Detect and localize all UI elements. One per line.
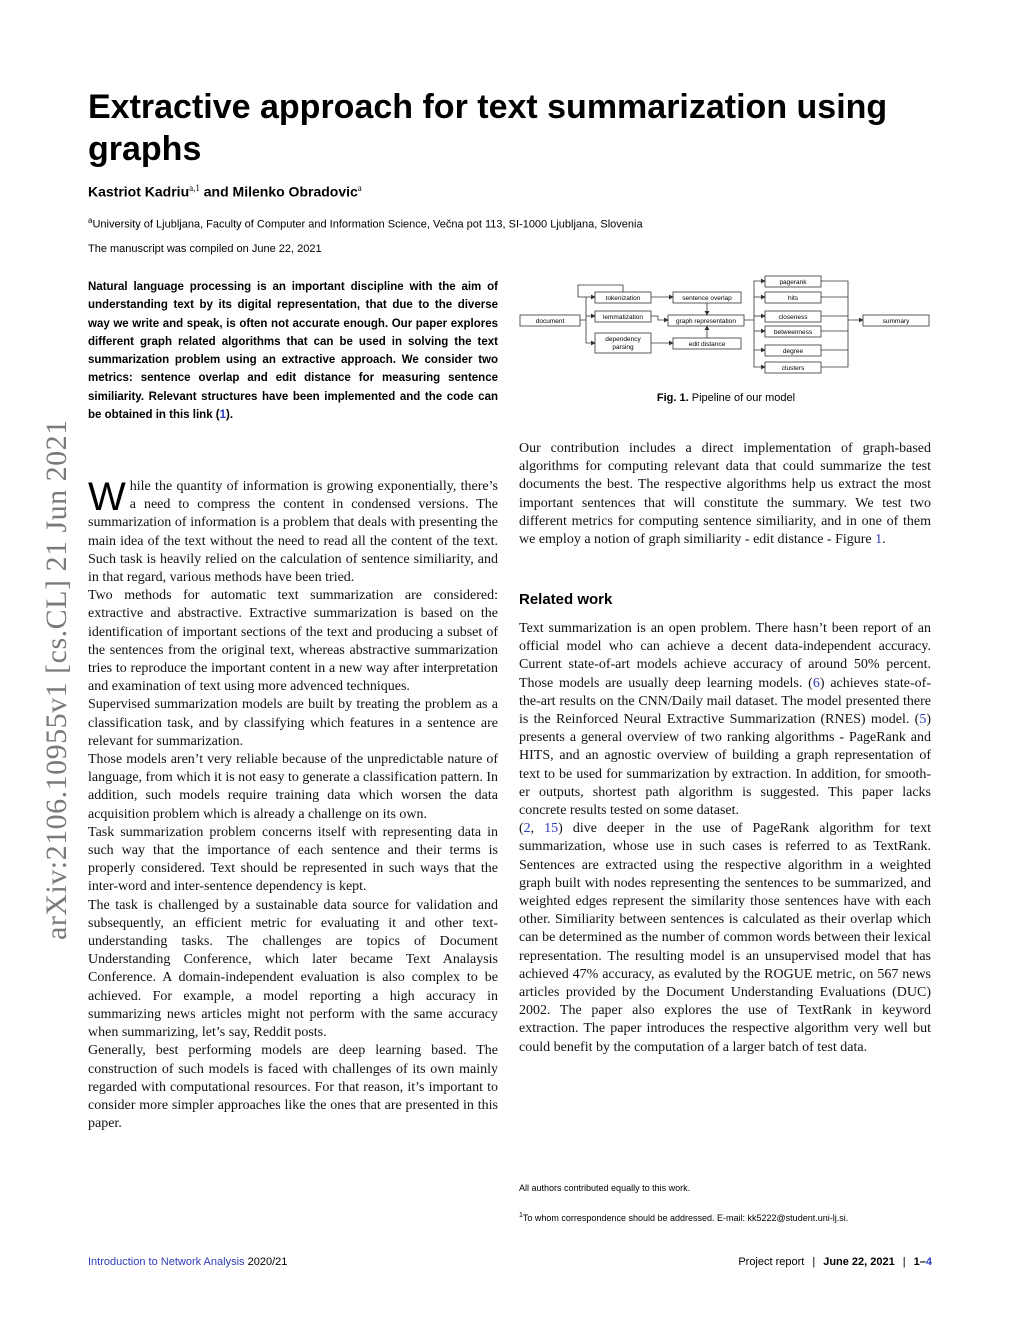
affiliation-mark: a: [88, 216, 93, 225]
footer-date: June 22, 2021: [823, 1256, 895, 1268]
footer-course: [88, 1256, 287, 1268]
body-paragraph: Supervised summarization models are built by treating the problem as a classification task, and by classifying which features in a sentence are relevant for summarization.: [88, 697, 498, 749]
figure-ref-link[interactable]: 1: [875, 532, 883, 548]
page-title: Extractive approach for text summarization using graphs: [88, 88, 888, 168]
paragraph-text: Our contribution includes a direct implementation of graph-based algorithms for computing relevant data that could summarize the test documents the best. The respective algorithms help us extract the most important sentences that will constitute the summary. We test two different metrics for computing sentence similiarity, and in one of them we employ a notion of graph similiarity - edit distance - Figure: [519, 441, 931, 548]
node-label: tokenization: [605, 295, 641, 302]
author-affil-mark: a,1: [189, 183, 200, 193]
affiliation: [88, 216, 643, 231]
footnote-correspondence: [519, 1212, 848, 1223]
paragraph-text: (: [519, 821, 524, 837]
paragraph-text: ) presents a general overview of two ranking algorithms - PageRank and HITS, and an agnostic overview of building a graph representation of text to be used for summarization by extraction. In addition, for smooth-er outputs, shortest path algorithm is suggested. This paper lacks concrete results tested on some dataset.: [519, 712, 931, 819]
node-label: sentence overlap: [682, 295, 732, 302]
author-name: Kastriot Kadriu: [88, 183, 190, 200]
edge: [744, 281, 765, 320]
body-paragraph: The task is challenged by a sustainable data source for validation and subsequently, an efficient metric for evaluating it and other text-understanding tasks. The challenges are topics of Document Understanding Conference, which later became Text Analaysis Conference. A domain-independent evaluation is also complex to be achieved. For example, a model reporting a high accuracy in summarizing news articles might not perform with the same accuracy when summarizing, let’s say, Reddit posts.: [88, 897, 498, 1041]
author-affil-mark: a: [357, 183, 362, 193]
node-label: hits: [787, 295, 799, 302]
abstract-text: Natural language processing is an important discipline with the aim of understanding text by its digital representation, that due to the diverse way we write and speak, is often not accurate enough. Our paper explores different graph related algorithms that can be used in solving the text summarization problem using an extractive approach. We consider two metrics: sentence overlap and edit distance for measuring sentence similiarity. Relevant structures have been implemented and the code can be obtained in this link (: [88, 281, 498, 422]
footnote-mark: 1: [519, 1212, 523, 1219]
paragraph-text: ) dive deeper in the use of PageRank algorithm for text summarization, whose use in such cases is referred to as TextRank. Sentences are extracted using the respective algorithm in a weighted graph built with nodes representing the sentences to be summarized, and weighted edges represent the similarity those sentences have with each other. Similiarity between sentences is calculated as their overlap which can be determined as the number of common words between their lexical representation. The resulting model is an unsupervised model that has achieved 47% accuracy, as evaluted by the ROGUE metric, on 567 news articles provided by the Document Understanding Evaluations (DUC) 2002. The paper also explores the use of TextRank in keyword extraction. The paper introduces the respective algorithm very well but could benefit by the computation of a larger batch of test data.: [519, 821, 932, 1055]
contribution-paragraph: [519, 440, 931, 549]
citation-link[interactable]: 1: [219, 409, 227, 422]
edge: [821, 281, 863, 320]
edge: [651, 316, 668, 320]
body-paragraph: Generally, best performing models are deep learning based. The construction of such models is faced with challenges of its own mainly regarded with computational resources. For that reason, it’s important to consider more simpler approaches like the ones that are presented in this paper.: [88, 1043, 498, 1132]
footer-meta: [738, 1256, 932, 1268]
course-link[interactable]: Introduction to Network Analysis: [88, 1256, 245, 1268]
edge: [754, 320, 765, 350]
edge: [754, 350, 765, 367]
node-label: betweenness: [773, 329, 813, 336]
edge: [821, 320, 848, 350]
footer-page-range: 1–: [913, 1256, 926, 1268]
abstract: [88, 278, 498, 424]
node-label: degree: [782, 348, 804, 355]
node-label: document: [535, 318, 565, 325]
node-label: closeness: [778, 314, 808, 321]
left-column-body: [88, 475, 498, 1133]
footer-pages: [914, 1256, 932, 1268]
node-label: summary: [882, 318, 910, 325]
figure-caption: [520, 392, 932, 404]
body-paragraph: Two methods for automatic text summarization are considered: extractive and abstractive. Extractive summarization is based on the identification of important sections of the text and producing a subset of the sentences from the original text, whereas abstractive summarization tries to reproduce the important content in a new way after interpretation and examination of text using more advenced techniques.: [88, 588, 498, 695]
author-conjunction: and: [203, 183, 229, 200]
paragraph-text: Text summarization is an open problem. There hasn’t been report of an official model who can achieve a decent data-independent accuracy. Current state-of-art models achieve accuracy of around 50% percent. Those models are usually deep learning models. (: [519, 621, 931, 691]
edge: [586, 320, 595, 343]
last-page-link[interactable]: 4: [925, 1256, 932, 1268]
related-work-body: [519, 620, 931, 1057]
node-label: pagerank: [779, 279, 807, 286]
body-paragraph: [519, 820, 931, 1057]
footnote-equal-contribution: All authors contributed equally to this work.: [519, 1183, 691, 1193]
author-name: Milenko Obradovic: [232, 183, 358, 200]
footer-report: Project report: [738, 1256, 805, 1268]
abstract-end: ).: [226, 409, 234, 422]
pipeline-diagram: [518, 272, 934, 378]
node-label: dependency: [605, 336, 641, 343]
paragraph-text: ) achieves state-of-the-art results on the CNN/Daily mail dataset. The model presented there is the Reinforced Neural Extractive Summarization (RNES) model. (: [519, 675, 932, 728]
footer-separator: |: [902, 1256, 906, 1268]
citation-link[interactable]: 2: [523, 821, 531, 837]
body-paragraph: [88, 475, 498, 587]
course-year: 2020/21: [247, 1256, 288, 1268]
node-label: lemmatization: [602, 314, 644, 321]
figure-label: Fig. 1.: [656, 392, 689, 404]
body-paragraph: Task summarization problem concerns itself with representing data in such way that the importance of each sentence and their terms is properly considered. Text should be represented in such ways that the inter-word and inter-sentence dependency is kept.: [88, 824, 498, 895]
node-label: edit distance: [688, 341, 726, 348]
node-label: parsing: [612, 344, 634, 351]
arxiv-stamp: arXiv:2106.10955v1 [cs.CL] 21 Jun 2021: [40, 419, 73, 940]
node-label: clusters: [781, 365, 805, 372]
paragraph-text: hile the quantity of information is growing exponentially, there’s a need to compress the content in condensed versions. The summarization of information is a problem that deals with presenting the main idea of the text without the need to read all the content of the text. Such task is heavily relied on the calculation of sentence similiarity, and in that regard, various methods have been tried.: [88, 479, 498, 586]
compiled-date: The manuscript was compiled on June 22, 2021: [88, 243, 322, 255]
paragraph-text: ,: [530, 821, 545, 837]
figure-caption-text: Pipeline of our model: [691, 392, 796, 404]
edge: [580, 297, 595, 320]
footnote-text: To whom correspondence should be addressed. E-mail: kk5222@student.uni-lj.si.: [522, 1213, 849, 1223]
citation-link[interactable]: 5: [919, 712, 927, 728]
citation-link[interactable]: 6: [812, 675, 820, 691]
authors: [88, 183, 362, 200]
node-label: graph representation: [676, 318, 736, 325]
footer-separator: |: [812, 1256, 816, 1268]
body-paragraph: Those models aren’t very reliable because of the unpredictable nature of language, from which it is not easy to generate a classification pattern. In addition, such models require training data which worsen the data acquisition problem which is already a challenge on its own.: [88, 752, 498, 822]
edge: [821, 350, 848, 367]
section-heading-related-work: Related work: [519, 591, 613, 608]
affiliation-text: University of Ljubljana, Faculty of Computer and Information Science, Večna pot 113, SI-1000 Ljubljana, Slovenia: [92, 218, 643, 231]
body-paragraph: [519, 620, 931, 820]
citation-link[interactable]: 15: [544, 821, 559, 837]
dropcap: W: [88, 475, 126, 519]
paragraph-end: .: [882, 532, 886, 548]
